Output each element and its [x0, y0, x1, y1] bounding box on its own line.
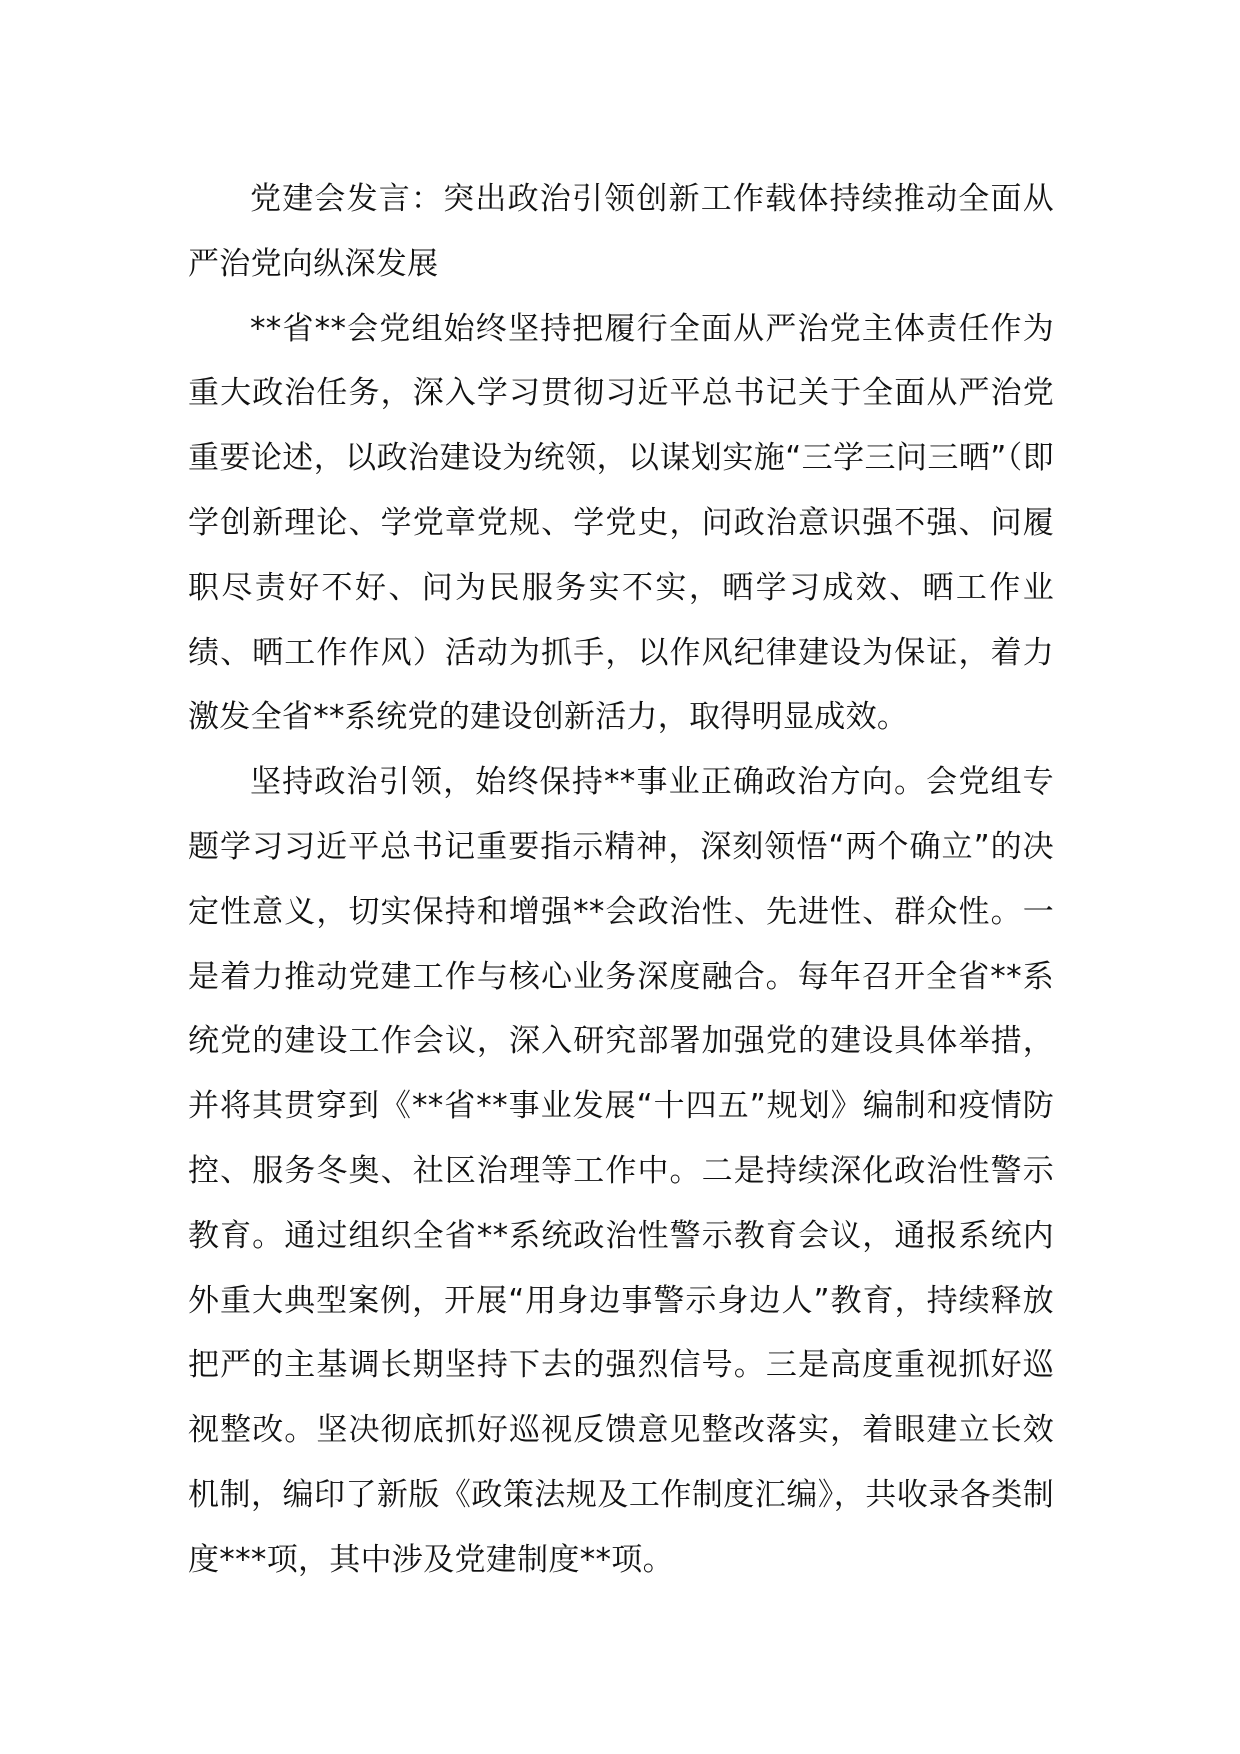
paragraph-intro: **省**会党组始终坚持把履行全面从严治党主体责任作为重大政治任务，深入学习贯彻习近平总书记关于全面从严治党重要论述，以政治建设为统领，以谋划实施“三学三问三晒”（即学创新理论、学党章党规、学党史，问政治意识强不强、问履职尽责好不好、问为民服务实不实，晒学习成效、晒工作业绩、晒工作作风）活动为抓手，以作风纪律建设为保证，着力激发全省**系统党的建设创新活力，取得明显成效。 — [188, 310, 1054, 736]
paragraph-political-guidance: 坚持政治引领，始终保持**事业正确政治方向。会党组专题学习习近平总书记重要指示精神，深刻领悟“两个确立”的决定性意义，切实保持和增强**会政治性、先进性、群众性。一是着力推动党建工作与核心业务深度融合。每年召开全省**系统党的建设工作会议，深入研究部署加强党的建设具体举措，并将其贯穿到《**省**事业发展“十四五”规划》编制和疫情防控、服务冬奥、社区治理等工作中。二是持续深化政治性警示教育。通过组织全省**系统政治性警示教育会议，通报系统内外重大典型案例，开展“用身边事警示身边人”教育，持续释放把严的主基调长期坚持下去的强烈信号。三是高度重视抓好巡视整改。坚决彻底抓好巡视反馈意见整改落实，着眼建立长效机制，编印了新版《政策法规及工作制度汇编》，共收录各类制度***项，其中涉及党建制度**项。 — [188, 764, 1054, 1578]
document-title: 党建会发言：突出政治引领创新工作载体持续推动全面从严治党向纵深发展 — [188, 181, 1054, 282]
document-body — [188, 167, 1054, 1593]
